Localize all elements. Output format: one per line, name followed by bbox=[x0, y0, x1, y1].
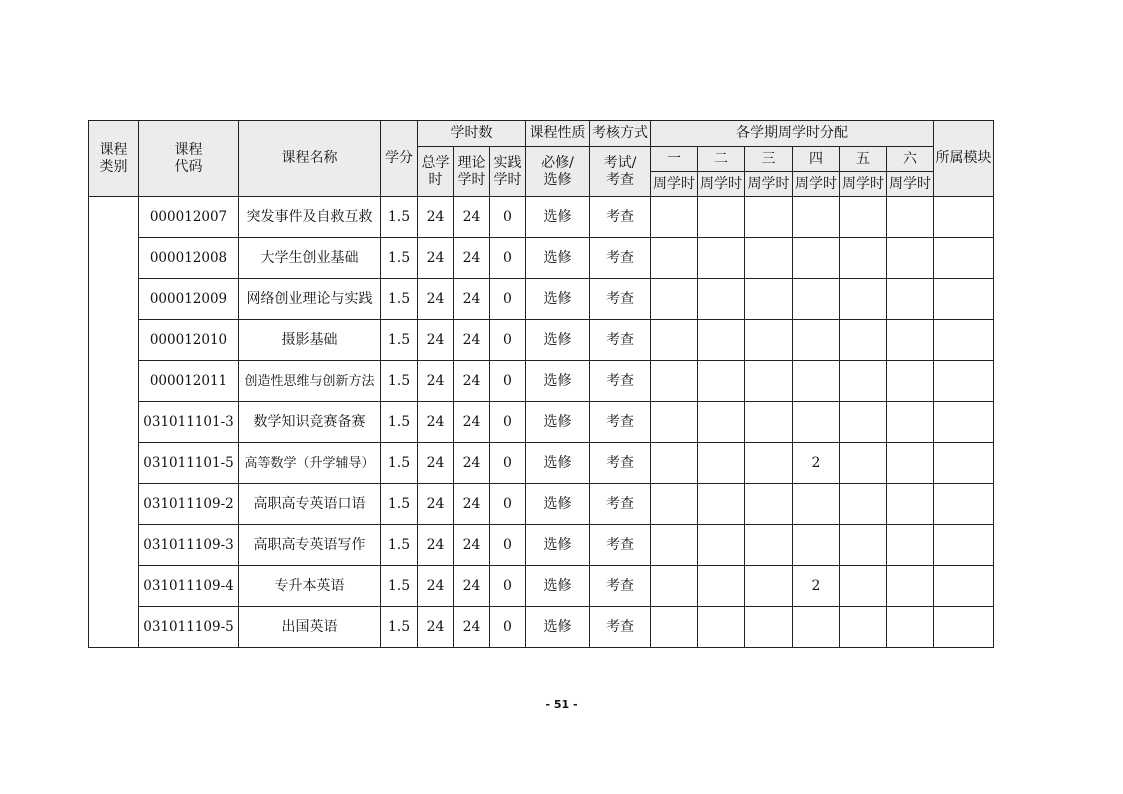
course-credit: 1.5 bbox=[381, 443, 418, 484]
hours-practice: 0 bbox=[490, 320, 526, 361]
header-assessment-sub bbox=[590, 147, 651, 197]
semester-2-hours bbox=[698, 361, 745, 402]
semester-2-hours bbox=[698, 443, 745, 484]
hours-practice: 0 bbox=[490, 197, 526, 238]
semester-6-hours bbox=[887, 197, 934, 238]
module-cell bbox=[934, 566, 994, 607]
hours-practice: 0 bbox=[490, 566, 526, 607]
semester-6-hours bbox=[887, 566, 934, 607]
header-nature-sub-line2: 选修 bbox=[543, 171, 572, 188]
table-row bbox=[89, 484, 994, 525]
semester-4-hours bbox=[793, 320, 840, 361]
header-hours-theory-line2: 学时 bbox=[457, 171, 486, 188]
page-number: - 51 - bbox=[545, 698, 578, 711]
module-cell bbox=[934, 525, 994, 566]
header-semester-3: 三 bbox=[745, 147, 793, 172]
header-category-line1: 课程 bbox=[99, 141, 128, 158]
semester-2-hours bbox=[698, 484, 745, 525]
semester-4-hours: 2 bbox=[793, 566, 840, 607]
semester-1-hours bbox=[651, 197, 698, 238]
hours-theory: 24 bbox=[454, 320, 490, 361]
semester-6-hours bbox=[887, 402, 934, 443]
semester-5-hours bbox=[840, 607, 887, 648]
header-weekly-hours: 周学时 bbox=[698, 172, 745, 197]
semester-5-hours bbox=[840, 238, 887, 279]
course-nature: 选修 bbox=[526, 279, 590, 320]
course-name: 摄影基础 bbox=[239, 320, 381, 361]
course-nature: 选修 bbox=[526, 443, 590, 484]
semester-3-hours bbox=[745, 443, 793, 484]
header-semester-1: 一 bbox=[651, 147, 698, 172]
course-assessment: 考查 bbox=[590, 238, 651, 279]
hours-total: 24 bbox=[418, 607, 454, 648]
course-assessment: 考查 bbox=[590, 279, 651, 320]
semester-4-hours: 2 bbox=[793, 443, 840, 484]
course-credit: 1.5 bbox=[381, 279, 418, 320]
semester-4-hours bbox=[793, 484, 840, 525]
semester-3-hours bbox=[745, 566, 793, 607]
hours-theory: 24 bbox=[454, 197, 490, 238]
course-nature: 选修 bbox=[526, 238, 590, 279]
header-module: 所属模块 bbox=[934, 121, 994, 197]
hours-practice: 0 bbox=[490, 402, 526, 443]
hours-practice: 0 bbox=[490, 238, 526, 279]
course-name: 网络创业理论与实践 bbox=[239, 279, 381, 320]
hours-theory: 24 bbox=[454, 402, 490, 443]
course-assessment: 考查 bbox=[590, 484, 651, 525]
semester-3-hours bbox=[745, 484, 793, 525]
course-code: 031011109-4 bbox=[139, 566, 239, 607]
course-nature: 选修 bbox=[526, 361, 590, 402]
course-assessment: 考查 bbox=[590, 566, 651, 607]
module-cell bbox=[934, 320, 994, 361]
course-code: 000012009 bbox=[139, 279, 239, 320]
header-hours-practice bbox=[490, 147, 526, 197]
course-code: 000012011 bbox=[139, 361, 239, 402]
table-row bbox=[89, 361, 994, 402]
hours-theory: 24 bbox=[454, 525, 490, 566]
semester-3-hours bbox=[745, 525, 793, 566]
semester-1-hours bbox=[651, 238, 698, 279]
table-row bbox=[89, 279, 994, 320]
semester-6-hours bbox=[887, 484, 934, 525]
course-code: 000012008 bbox=[139, 238, 239, 279]
semester-1-hours bbox=[651, 361, 698, 402]
category-cell bbox=[89, 197, 139, 648]
header-category-line2: 类别 bbox=[99, 158, 128, 175]
semester-2-hours bbox=[698, 197, 745, 238]
semester-1-hours bbox=[651, 320, 698, 361]
semester-4-hours bbox=[793, 197, 840, 238]
course-table bbox=[88, 120, 994, 648]
header-hours-theory-line1: 理论 bbox=[457, 154, 486, 171]
semester-5-hours bbox=[840, 279, 887, 320]
semester-2-hours bbox=[698, 607, 745, 648]
course-name: 创造性思维与创新方法 bbox=[239, 361, 381, 402]
semester-3-hours bbox=[745, 238, 793, 279]
header-assessment-sub-line1: 考试/ bbox=[603, 154, 637, 171]
header-semester-2: 二 bbox=[698, 147, 745, 172]
hours-theory: 24 bbox=[454, 238, 490, 279]
header-semester-6: 六 bbox=[887, 147, 934, 172]
header-hours-total-line1: 总学 bbox=[421, 154, 450, 171]
header-hours-total-line2: 时 bbox=[428, 171, 443, 188]
course-assessment: 考查 bbox=[590, 607, 651, 648]
header-code-line2: 代码 bbox=[174, 158, 203, 175]
course-credit: 1.5 bbox=[381, 238, 418, 279]
hours-theory: 24 bbox=[454, 279, 490, 320]
course-code: 031011109-2 bbox=[139, 484, 239, 525]
course-assessment: 考查 bbox=[590, 320, 651, 361]
header-semester-group: 各学期周学时分配 bbox=[651, 121, 934, 147]
semester-5-hours bbox=[840, 566, 887, 607]
header-name: 课程名称 bbox=[239, 121, 381, 197]
semester-3-hours bbox=[745, 402, 793, 443]
semester-4-hours bbox=[793, 525, 840, 566]
course-credit: 1.5 bbox=[381, 525, 418, 566]
semester-3-hours bbox=[745, 361, 793, 402]
semester-1-hours bbox=[651, 402, 698, 443]
header-weekly-hours: 周学时 bbox=[745, 172, 793, 197]
course-credit: 1.5 bbox=[381, 402, 418, 443]
header-category bbox=[89, 121, 139, 197]
course-assessment: 考查 bbox=[590, 197, 651, 238]
table-row bbox=[89, 197, 994, 238]
table-row bbox=[89, 402, 994, 443]
semester-1-hours bbox=[651, 443, 698, 484]
hours-practice: 0 bbox=[490, 361, 526, 402]
table-row bbox=[89, 566, 994, 607]
semester-4-hours bbox=[793, 238, 840, 279]
hours-practice: 0 bbox=[490, 484, 526, 525]
course-assessment: 考查 bbox=[590, 402, 651, 443]
header-assessment: 考核方式 bbox=[590, 121, 651, 147]
semester-5-hours bbox=[840, 320, 887, 361]
course-credit: 1.5 bbox=[381, 197, 418, 238]
course-name: 突发事件及自救互救 bbox=[239, 197, 381, 238]
course-credit: 1.5 bbox=[381, 566, 418, 607]
semester-4-hours bbox=[793, 607, 840, 648]
semester-2-hours bbox=[698, 402, 745, 443]
module-cell bbox=[934, 607, 994, 648]
semester-2-hours bbox=[698, 238, 745, 279]
table-row bbox=[89, 607, 994, 648]
hours-theory: 24 bbox=[454, 607, 490, 648]
semester-2-hours bbox=[698, 279, 745, 320]
header-weekly-hours: 周学时 bbox=[840, 172, 887, 197]
header-weekly-hours: 周学时 bbox=[651, 172, 698, 197]
semester-4-hours bbox=[793, 402, 840, 443]
hours-theory: 24 bbox=[454, 566, 490, 607]
module-cell bbox=[934, 361, 994, 402]
hours-total: 24 bbox=[418, 484, 454, 525]
hours-practice: 0 bbox=[490, 525, 526, 566]
hours-total: 24 bbox=[418, 566, 454, 607]
semester-6-hours bbox=[887, 525, 934, 566]
semester-6-hours bbox=[887, 279, 934, 320]
course-name: 高等数学（升学辅导） bbox=[239, 443, 381, 484]
header-semester-4: 四 bbox=[793, 147, 840, 172]
header-code bbox=[139, 121, 239, 197]
course-credit: 1.5 bbox=[381, 320, 418, 361]
course-nature: 选修 bbox=[526, 566, 590, 607]
header-weekly-hours: 周学时 bbox=[793, 172, 840, 197]
header-hours-practice-line2: 学时 bbox=[493, 171, 522, 188]
hours-total: 24 bbox=[418, 361, 454, 402]
course-code: 031011101-3 bbox=[139, 402, 239, 443]
course-name: 专升本英语 bbox=[239, 566, 381, 607]
table-row bbox=[89, 443, 994, 484]
hours-practice: 0 bbox=[490, 607, 526, 648]
course-nature: 选修 bbox=[526, 484, 590, 525]
header-code-line1: 课程 bbox=[174, 141, 203, 158]
course-name: 高职高专英语写作 bbox=[239, 525, 381, 566]
hours-total: 24 bbox=[418, 402, 454, 443]
semester-6-hours bbox=[887, 443, 934, 484]
header-semester-5: 五 bbox=[840, 147, 887, 172]
table-row bbox=[89, 525, 994, 566]
semester-5-hours bbox=[840, 197, 887, 238]
course-credit: 1.5 bbox=[381, 484, 418, 525]
course-nature: 选修 bbox=[526, 197, 590, 238]
semester-6-hours bbox=[887, 361, 934, 402]
hours-theory: 24 bbox=[454, 484, 490, 525]
semester-2-hours bbox=[698, 566, 745, 607]
module-cell bbox=[934, 197, 994, 238]
header-credit: 学分 bbox=[381, 121, 418, 197]
course-assessment: 考查 bbox=[590, 443, 651, 484]
course-credit: 1.5 bbox=[381, 607, 418, 648]
semester-4-hours bbox=[793, 361, 840, 402]
course-name: 出国英语 bbox=[239, 607, 381, 648]
hours-total: 24 bbox=[418, 443, 454, 484]
semester-2-hours bbox=[698, 320, 745, 361]
hours-total: 24 bbox=[418, 279, 454, 320]
semester-5-hours bbox=[840, 443, 887, 484]
course-name: 数学知识竞赛备赛 bbox=[239, 402, 381, 443]
course-code: 000012007 bbox=[139, 197, 239, 238]
semester-3-hours bbox=[745, 607, 793, 648]
hours-total: 24 bbox=[418, 238, 454, 279]
header-nature: 课程性质 bbox=[526, 121, 590, 147]
course-nature: 选修 bbox=[526, 525, 590, 566]
course-nature: 选修 bbox=[526, 402, 590, 443]
table-row bbox=[89, 320, 994, 361]
header-nature-sub-line1: 必修/ bbox=[541, 154, 574, 171]
semester-3-hours bbox=[745, 320, 793, 361]
hours-practice: 0 bbox=[490, 443, 526, 484]
semester-3-hours bbox=[745, 197, 793, 238]
semester-1-hours bbox=[651, 525, 698, 566]
semester-2-hours bbox=[698, 525, 745, 566]
semester-6-hours bbox=[887, 238, 934, 279]
course-assessment: 考查 bbox=[590, 525, 651, 566]
module-cell bbox=[934, 402, 994, 443]
course-assessment: 考查 bbox=[590, 361, 651, 402]
module-cell bbox=[934, 443, 994, 484]
hours-total: 24 bbox=[418, 525, 454, 566]
semester-1-hours bbox=[651, 607, 698, 648]
semester-4-hours bbox=[793, 279, 840, 320]
course-code: 031011101-5 bbox=[139, 443, 239, 484]
course-nature: 选修 bbox=[526, 607, 590, 648]
course-name: 大学生创业基础 bbox=[239, 238, 381, 279]
hours-total: 24 bbox=[418, 197, 454, 238]
header-assessment-sub-line2: 考查 bbox=[606, 171, 634, 188]
module-cell bbox=[934, 238, 994, 279]
module-cell bbox=[934, 484, 994, 525]
header-hours-group: 学时数 bbox=[418, 121, 526, 147]
course-code: 000012010 bbox=[139, 320, 239, 361]
header-hours-total bbox=[418, 147, 454, 197]
hours-total: 24 bbox=[418, 320, 454, 361]
course-code: 031011109-3 bbox=[139, 525, 239, 566]
semester-6-hours bbox=[887, 607, 934, 648]
course-name: 高职高专英语口语 bbox=[239, 484, 381, 525]
course-code: 031011109-5 bbox=[139, 607, 239, 648]
header-hours-theory bbox=[454, 147, 490, 197]
module-cell bbox=[934, 279, 994, 320]
semester-6-hours bbox=[887, 320, 934, 361]
semester-5-hours bbox=[840, 361, 887, 402]
course-nature: 选修 bbox=[526, 320, 590, 361]
semester-1-hours bbox=[651, 566, 698, 607]
semester-5-hours bbox=[840, 525, 887, 566]
semester-5-hours bbox=[840, 402, 887, 443]
table-row bbox=[89, 238, 994, 279]
header-weekly-hours: 周学时 bbox=[887, 172, 934, 197]
semester-1-hours bbox=[651, 279, 698, 320]
semester-3-hours bbox=[745, 279, 793, 320]
header-hours-practice-line1: 实践 bbox=[493, 154, 522, 171]
hours-theory: 24 bbox=[454, 361, 490, 402]
semester-1-hours bbox=[651, 484, 698, 525]
hours-practice: 0 bbox=[490, 279, 526, 320]
header-nature-sub bbox=[526, 147, 590, 197]
semester-5-hours bbox=[840, 484, 887, 525]
hours-theory: 24 bbox=[454, 443, 490, 484]
course-credit: 1.5 bbox=[381, 361, 418, 402]
